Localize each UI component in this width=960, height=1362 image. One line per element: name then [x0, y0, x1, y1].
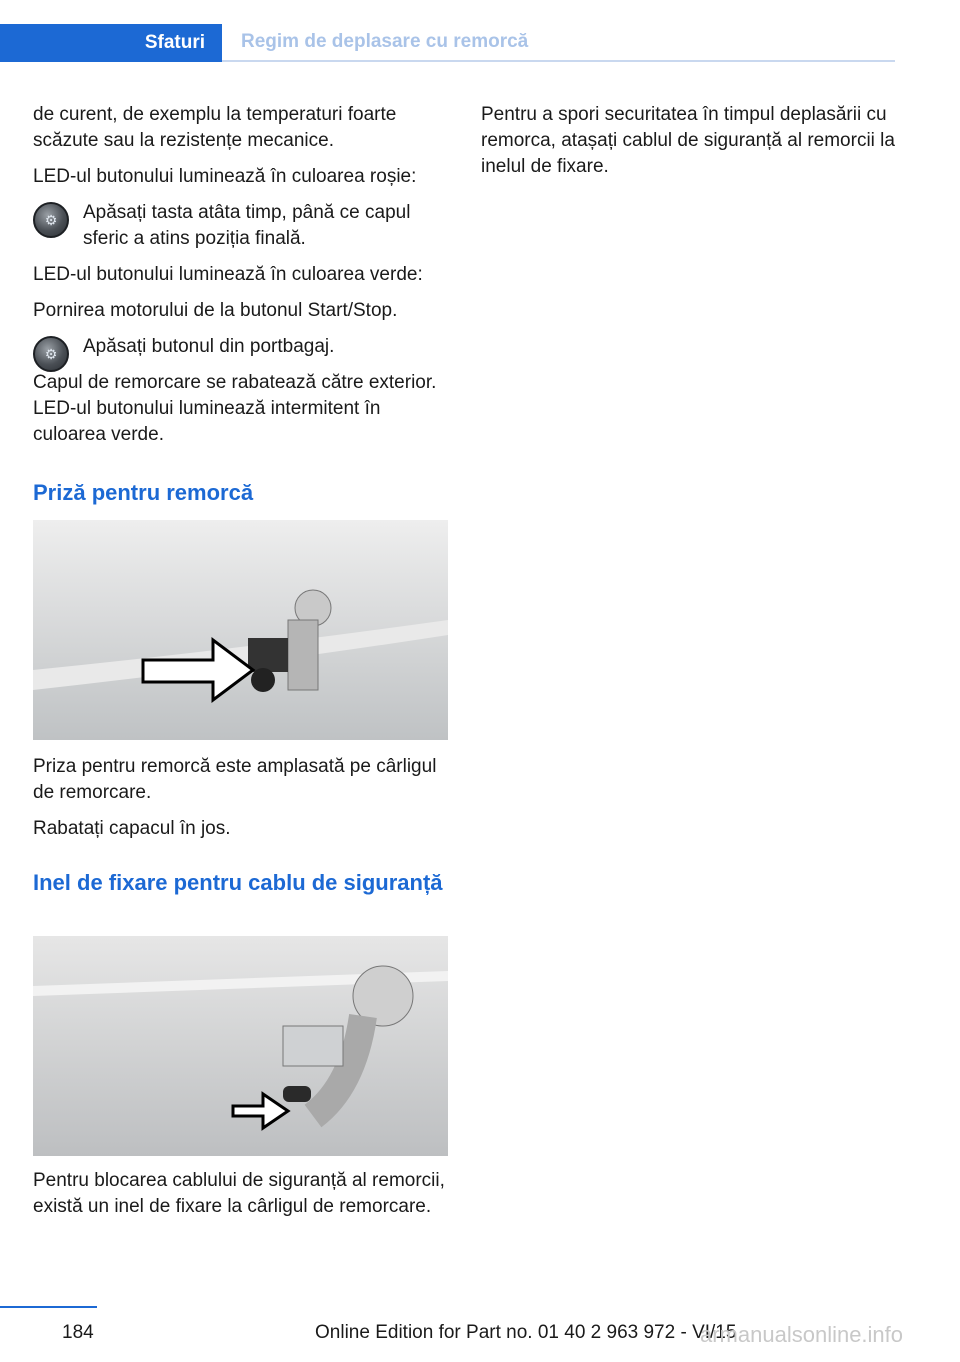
paragraph: LED-ul butonului luminează în culoarea roșie:	[33, 166, 417, 187]
paragraph: Capul de remorcare se rabatează către exterior. LED-ul butonului luminează intermitent în culoarea verde.	[33, 372, 437, 445]
paragraph: LED-ul butonului luminează în culoarea verde:	[33, 264, 423, 285]
left-column	[33, 102, 453, 506]
trailer-hitch-button-icon: ⚙	[33, 336, 69, 372]
trailer-hitch-button-icon: ⚙	[33, 202, 69, 238]
left-column-bottom	[33, 1168, 453, 1230]
safety-cable-ring-figure	[33, 936, 448, 1156]
paragraph: Pentru a spori securitatea în timpul deplasării cu remorca, atașați cablul de siguranță al remorcii la inelul de fixare.	[481, 104, 895, 177]
paragraph: Rabatați capacul în jos.	[33, 818, 231, 839]
header-bar	[0, 24, 895, 62]
trailer-socket-figure	[33, 520, 448, 740]
page-number: 184	[62, 1322, 94, 1343]
section-heading: Inel de fixare pentru cablu de siguranță	[33, 870, 443, 895]
left-column-lower	[33, 754, 453, 896]
right-column	[481, 102, 901, 190]
paragraph: Pornirea motorului de la butonul Start/Stop.	[33, 300, 398, 321]
section-tab[interactable]: Sfaturi	[0, 24, 222, 62]
paragraph: Pentru blocarea cablului de siguranță al remorcii, există un inel de fixare la cârligul de remorcare.	[33, 1170, 445, 1217]
instruction-with-icon	[33, 334, 453, 360]
section-heading: Priză pentru remorcă	[33, 480, 254, 505]
instruction-text: Apăsați tasta atâta timp, până ce capul sferic a atins poziția finală.	[83, 202, 411, 249]
chapter-tab[interactable]: Regim de deplasare cu remorcă	[222, 24, 895, 62]
paragraph: Priza pentru remorcă este amplasată pe cârligul de remorcare.	[33, 756, 437, 803]
paragraph: de curent, de exemplu la temperaturi foarte scăzute sau la rezistențe mecanice.	[33, 104, 397, 151]
watermark: armanualsonline.info	[700, 1322, 904, 1347]
instruction-with-icon	[33, 200, 453, 252]
page-number-rule	[0, 1306, 97, 1308]
footer-edition: Online Edition for Part no. 01 40 2 963 972 - VI/15	[315, 1322, 737, 1343]
instruction-text: Apăsați butonul din portbagaj.	[83, 336, 335, 357]
